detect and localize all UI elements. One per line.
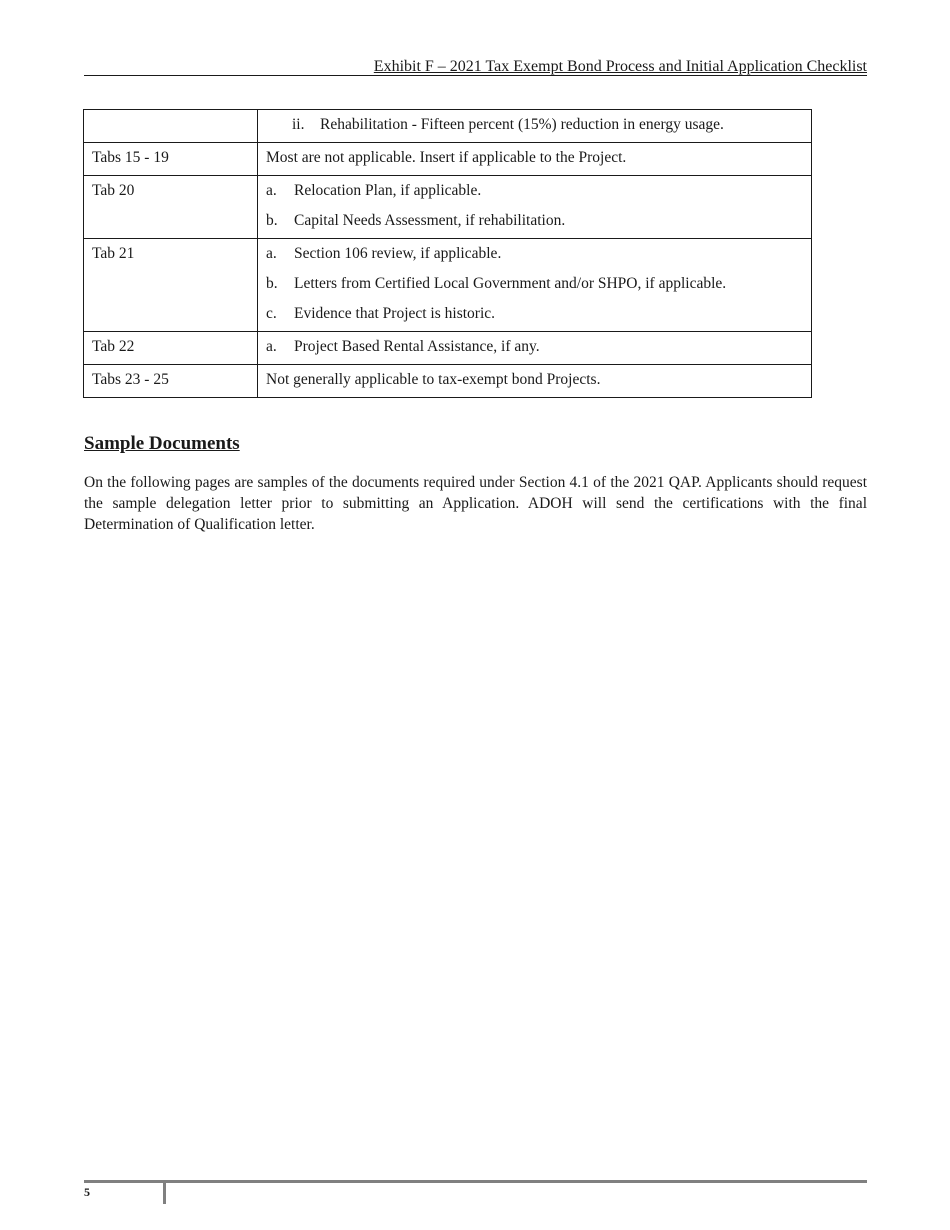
- list-item-text: Letters from Certified Local Government and/or SHPO, if applicable.: [294, 275, 727, 292]
- list-item-text: Project Based Rental Assistance, if any.: [294, 338, 540, 355]
- list-marker: b.: [266, 275, 278, 292]
- tab-cell: Tab 21: [84, 239, 258, 332]
- footer-divider: [163, 1183, 166, 1204]
- requirement-cell: Not generally applicable to tax-exempt bond Projects.: [258, 365, 812, 398]
- list-marker: ii.: [292, 116, 305, 133]
- table-row: [84, 239, 812, 332]
- list-marker: a.: [266, 245, 277, 262]
- requirement-cell: [258, 110, 812, 143]
- list-item: [266, 245, 803, 263]
- page-header: [84, 58, 867, 76]
- body-paragraph: On the following pages are samples of the documents required under Section 4.1 of the 2021 QAP. Applicants should request the sample delegation letter prior to submitting an Application. ADOH will send the certifications with the final Determination of Qualification letter.: [84, 474, 867, 533]
- list-item-text: Rehabilitation - Fifteen percent (15%) reduction in energy usage.: [320, 116, 724, 133]
- table-row: [84, 176, 812, 239]
- page-number: 5: [84, 1185, 90, 1199]
- table-row: [84, 365, 812, 398]
- table-row: [84, 332, 812, 365]
- list-item: [266, 182, 803, 200]
- requirement-cell: Most are not applicable. Insert if applicable to the Project.: [258, 143, 812, 176]
- list-item-text: Section 106 review, if applicable.: [294, 245, 502, 262]
- list-marker: a.: [266, 182, 277, 199]
- tab-cell: Tabs 15 - 19: [84, 143, 258, 176]
- list-item: [266, 305, 803, 323]
- tab-cell: [84, 110, 258, 143]
- list-marker: b.: [266, 212, 278, 229]
- requirement-cell: [258, 176, 812, 239]
- tab-cell: Tab 22: [84, 332, 258, 365]
- list-item-text: Capital Needs Assessment, if rehabilitation.: [294, 212, 566, 229]
- list-item: [266, 116, 803, 134]
- requirement-cell: [258, 239, 812, 332]
- list-item: [266, 338, 803, 356]
- tab-cell: Tabs 23 - 25: [84, 365, 258, 398]
- list-marker: c.: [266, 305, 277, 322]
- section-heading: Sample Documents: [84, 433, 240, 454]
- list-item: [266, 212, 803, 230]
- requirement-cell: [258, 332, 812, 365]
- list-item: [266, 275, 803, 293]
- list-item-text: Relocation Plan, if applicable.: [294, 182, 482, 199]
- checklist-table: [83, 109, 812, 398]
- tab-cell: Tab 20: [84, 176, 258, 239]
- table-row: [84, 110, 812, 143]
- list-marker: a.: [266, 338, 277, 355]
- header-rule: [84, 75, 867, 76]
- header-title: Exhibit F – 2021 Tax Exempt Bond Process and Initial Application Checklist: [373, 58, 867, 75]
- table-row: [84, 143, 812, 176]
- footer-rule: [84, 1180, 867, 1183]
- list-item-text: Evidence that Project is historic.: [294, 305, 496, 322]
